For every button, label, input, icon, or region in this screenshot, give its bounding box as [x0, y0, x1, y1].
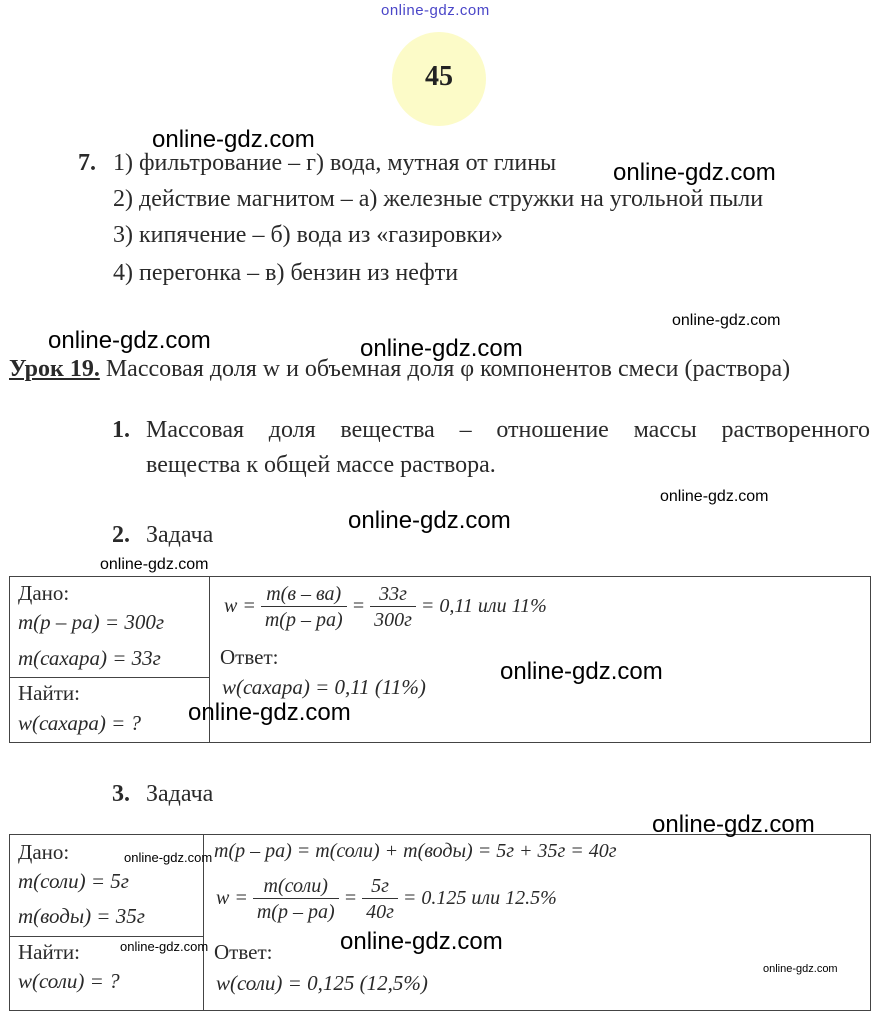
task2-find-label: Найти: [18, 681, 80, 705]
task3-find: w(соли) = ? [18, 969, 120, 993]
task3-frac1-num: m(соли) [253, 874, 339, 899]
task2-find: w(сахара) = ? [18, 711, 141, 735]
task2-w-lhs: w = [224, 595, 256, 618]
task7-item-3: 3) кипячение – б) вода из «газировки» [113, 222, 503, 248]
task1-line-2: вещества к общей массе раствора. [146, 452, 496, 478]
task3-frac2-num: 5г [362, 874, 398, 899]
task3-answer-label: Ответ: [214, 940, 273, 964]
task3-result: = 0.125 или 12.5% [402, 887, 557, 910]
task2-fraction-1 [261, 582, 347, 633]
task2-frac1-den: m(р – ра) [264, 609, 343, 631]
watermark: online-gdz.com [500, 658, 663, 685]
watermark: online-gdz.com [188, 699, 351, 726]
watermark: online-gdz.com [124, 850, 213, 865]
task7-item-4: 4) перегонка – в) бензин из нефти [113, 260, 459, 286]
task3-row-divider [9, 936, 204, 937]
task3-frac1-den: m(р – ра) [256, 901, 335, 923]
task2-given-label: Дано: [18, 581, 70, 605]
watermark: online-gdz.com [100, 556, 209, 573]
task3-fraction-1 [253, 874, 339, 925]
watermark: online-gdz.com [660, 488, 769, 505]
task3-given-label: Дано: [18, 840, 70, 864]
task2-result: = 0,11 или 11% [420, 595, 547, 618]
task3-eq-sign: = [343, 887, 358, 910]
task2-given-1: m(р – ра) = 300г [18, 610, 165, 634]
task2-eq-sign: = [351, 595, 366, 618]
task7-item-2: 2) действие магнитом – а) железные стружки на угольной пыли [113, 186, 764, 212]
task2-number: 2. [112, 522, 130, 548]
page-number: 45 [425, 61, 453, 92]
task3-formula [216, 874, 557, 925]
task2-fraction-2 [370, 582, 416, 633]
watermark: online-gdz.com [348, 507, 511, 534]
watermark: online-gdz.com [763, 963, 838, 975]
watermark: online-gdz.com [613, 159, 776, 186]
watermark-top: online-gdz.com [381, 2, 490, 19]
task3-given-1: m(соли) = 5г [18, 869, 129, 893]
watermark: online-gdz.com [152, 126, 315, 153]
task7-number: 7. [78, 150, 96, 176]
task3-frac2-den: 40г [366, 901, 394, 923]
task2-label: Задача [146, 522, 214, 548]
task7-item-1: 1) фильтрование – г) вода, мутная от глины [113, 150, 557, 176]
watermark: online-gdz.com [340, 928, 503, 955]
task2-answer-label: Ответ: [220, 645, 279, 669]
task2-frac1-num: m(в – ва) [261, 582, 347, 607]
lesson-label: Урок 19. [9, 356, 100, 382]
task2-row-divider [9, 677, 210, 678]
watermark: online-gdz.com [672, 312, 781, 329]
task3-label: Задача [146, 781, 214, 807]
task3-number: 3. [112, 781, 130, 807]
task3-w-lhs: w = [216, 887, 248, 910]
task2-frac2-num: 33г [370, 582, 416, 607]
task2-frac2-den: 300г [374, 609, 412, 631]
watermark: online-gdz.com [652, 811, 815, 838]
lesson-title: Массовая доля w и объемная доля φ компонентов смеси (раствора) [105, 356, 791, 382]
task2-formula [224, 582, 547, 633]
watermark: online-gdz.com [120, 939, 209, 954]
task3-answer: w(соли) = 0,125 (12,5%) [216, 971, 428, 995]
task3-fraction-2 [362, 874, 398, 925]
task2-given-2: m(сахара) = 33г [18, 646, 161, 670]
task3-line-1: m(р – ра) = m(соли) + m(воды) = 5г + 35г = 40г [214, 840, 617, 862]
task2-answer: w(сахара) = 0,11 (11%) [222, 675, 426, 699]
task1-number: 1. [112, 417, 130, 443]
task3-given-2: m(воды) = 35г [18, 904, 145, 928]
task3-find-label: Найти: [18, 940, 80, 964]
task1-line-1: Массовая доля вещества – отношение массы растворенного [146, 417, 870, 443]
watermark: online-gdz.com [360, 335, 523, 362]
watermark: online-gdz.com [48, 327, 211, 354]
